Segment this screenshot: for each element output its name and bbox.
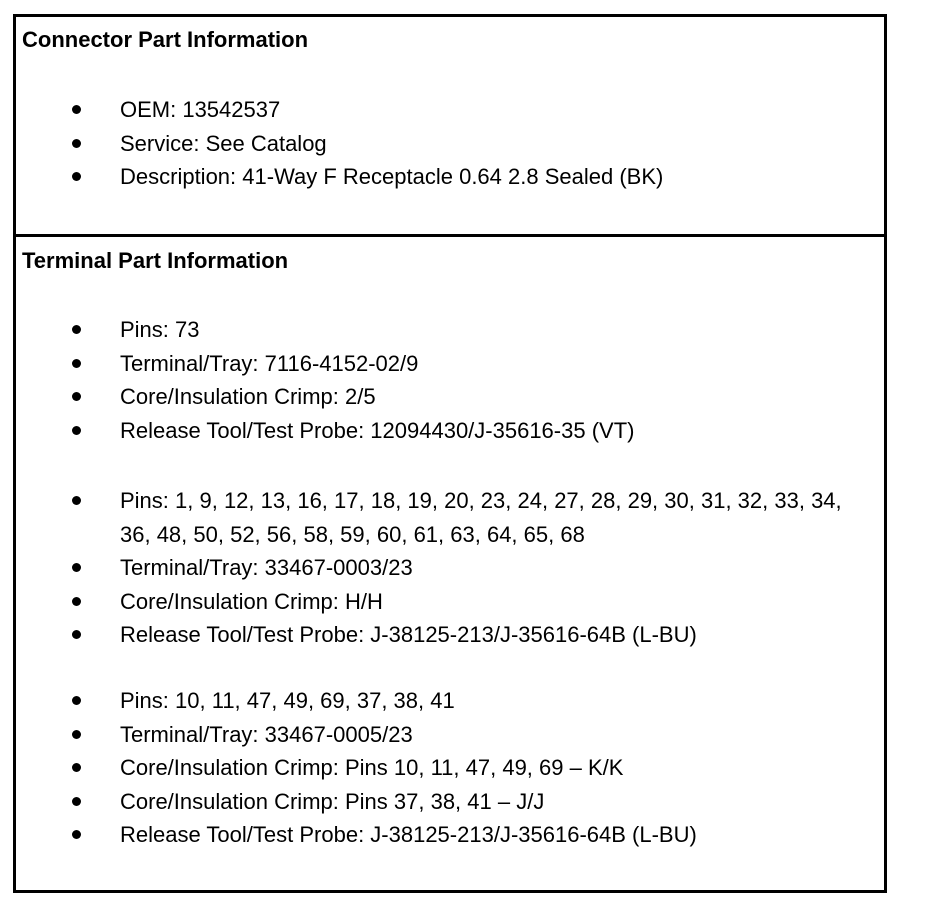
bullet-icon: [72, 830, 81, 839]
connector-list: [16, 93, 876, 194]
bullet-icon: [72, 597, 81, 606]
bullet-icon: [72, 139, 81, 148]
list-item: Release Tool/Test Probe: J-38125-213/J-35616-64B (L-BU): [16, 818, 876, 852]
bullet-icon: [72, 563, 81, 572]
bullet-icon: [72, 426, 81, 435]
bullet-icon: [72, 105, 81, 114]
bullet-icon: [72, 359, 81, 368]
list-item: Core/Insulation Crimp: 2/5: [16, 380, 876, 414]
terminal-group-2: [16, 484, 876, 652]
bullet-icon: [72, 730, 81, 739]
list-item: Core/Insulation Crimp: Pins 37, 38, 41 – J/J: [16, 785, 876, 819]
bullet-icon: [72, 392, 81, 401]
bullet-icon: [72, 696, 81, 705]
list-item: OEM: 13542537: [16, 93, 876, 127]
terminal-section: [16, 234, 884, 893]
list-item: Core/Insulation Crimp: Pins 10, 11, 47, 49, 69 – K/K: [16, 751, 876, 785]
list-item: Core/Insulation Crimp: H/H: [16, 585, 876, 619]
bullet-icon: [72, 630, 81, 639]
terminal-group-1: [16, 313, 876, 447]
bullet-icon: [72, 172, 81, 181]
list-item: Pins: 1, 9, 12, 13, 16, 17, 18, 19, 20, 23, 24, 27, 28, 29, 30, 31, 32, 33, 34, 36, 48, 50, 52, 56, 58, 59, 60, 61, 63, 64, 65, 68: [16, 484, 876, 551]
list-item: Pins: 73: [16, 313, 876, 347]
list-item: Terminal/Tray: 7116-4152-02/9: [16, 347, 876, 381]
bullet-icon: [72, 496, 81, 505]
connector-section: [16, 17, 884, 234]
list-item: Release Tool/Test Probe: 12094430/J-35616-35 (VT): [16, 414, 876, 448]
connector-section-title: Connector Part Information: [22, 27, 309, 52]
list-item: Pins: 10, 11, 47, 49, 69, 37, 38, 41: [16, 684, 876, 718]
list-item: Terminal/Tray: 33467-0003/23: [16, 551, 876, 585]
bullet-icon: [72, 325, 81, 334]
list-item: Description: 41-Way F Receptacle 0.64 2.8 Sealed (BK): [16, 160, 876, 194]
bullet-icon: [72, 797, 81, 806]
terminal-section-title: Terminal Part Information: [22, 248, 289, 273]
list-item: Terminal/Tray: 33467-0005/23: [16, 718, 876, 752]
list-item: Service: See Catalog: [16, 127, 876, 161]
list-item: Release Tool/Test Probe: J-38125-213/J-35616-64B (L-BU): [16, 618, 876, 652]
bullet-icon: [72, 763, 81, 772]
part-info-table: [13, 14, 887, 893]
terminal-group-3: [16, 684, 876, 852]
